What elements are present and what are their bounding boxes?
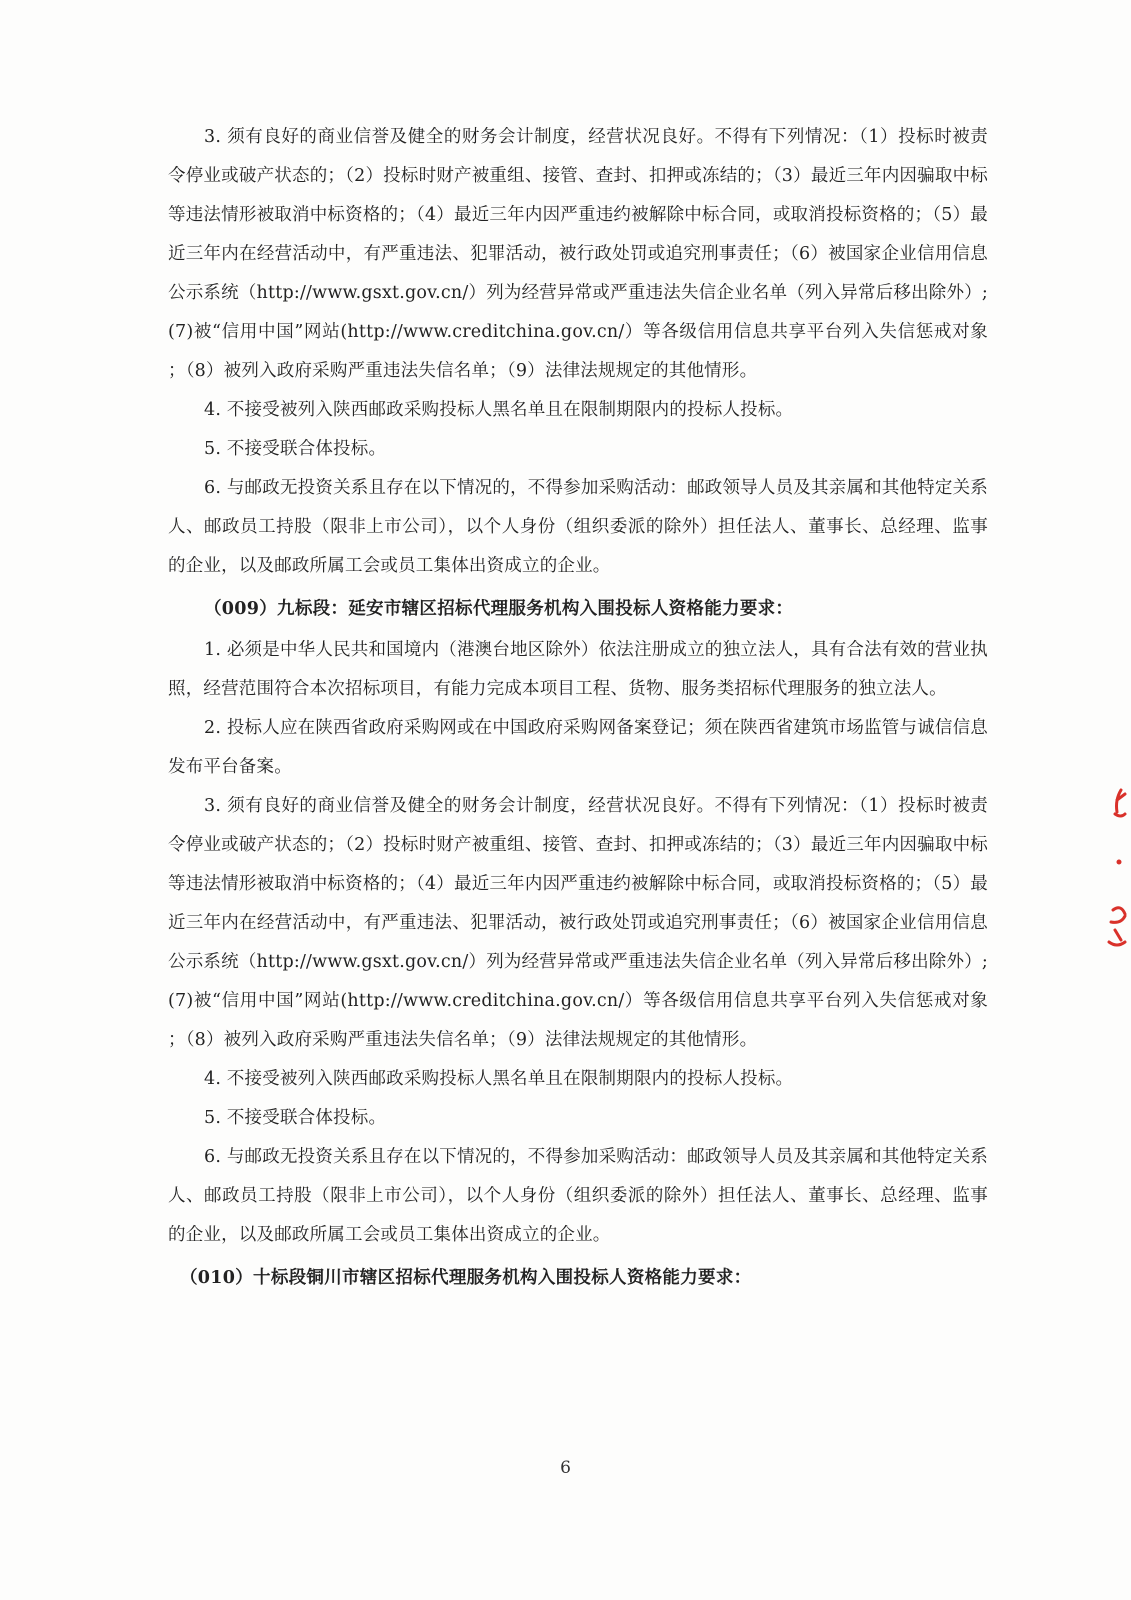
page-number: 6 xyxy=(560,1458,571,1478)
section-heading-lot-009: （009）九标段：延安市辖区招标代理服务机构入围投标人资格能力要求： xyxy=(204,599,794,619)
paragraph-credit-requirements: 3. 须有良好的商业信誉及健全的财务会计制度，经营状况良好。不得有下列情况：（1）投标时被责令停业或破产状态的；（2）投标时财产被重组、接管、查封、扣押或冻结的；（3）最近三年内因骗取中标等违法情形被取消中标资格的；（4）最近三年内因严重违约被解除中标合同，或取消投标资格的；（5）最近三年内在经营活动中，有严重违法、犯罪活动，被行政处罚或追究刑事责任；（6）被国家企业信用信息公示系统（http://www.gsxt.gov.cn/）列为经营异常或严重违法失信企业名单（列入异常后移出除外）;(7)被“信用中国”网站(http://www.creditchina.gov.cn/）等各级信用信息共享平台列入失信惩戒对象 ；（8）被列入政府采购严重违法失信名单；（9）法律法规规定的其他情形。 xyxy=(168,127,988,381)
paragraph-investment-relations: 6. 与邮政无投资关系且存在以下情况的，不得参加采购活动：邮政领导人员及其亲属和其他特定关系人、邮政员工持股（限非上市公司），以个人身份（组织委派的除外）担任法人、董事长、总经理、监事的企业，以及邮政所属工会或员工集体出资成立的企业。 xyxy=(168,478,988,576)
paragraph-registration: 2. 投标人应在陕西省政府采购网或在中国政府采购网备案登记；须在陕西省建筑市场监管与诚信信息发布平台备案。 xyxy=(168,718,988,777)
paragraph-credit-requirements-2: 3. 须有良好的商业信誉及健全的财务会计制度，经营状况良好。不得有下列情况：（1）投标时被责令停业或破产状态的；（2）投标时财产被重组、接管、查封、扣押或冻结的；（3）最近三年内因骗取中标等违法情形被取消中标资格的；（4）最近三年内因严重违约被解除中标合同，或取消投标资格的；（5）最近三年内在经营活动中，有严重违法、犯罪活动，被行政处罚或追究刑事责任；（6）被国家企业信用信息公示系统（http://www.gsxt.gov.cn/）列为经营异常或严重违法失信企业名单（列入异常后移出除外）;(7)被“信用中国”网站(http://www.creditchina.gov.cn/）等各级信用信息共享平台列入失信惩戒对象 ；（8）被列入政府采购严重违法失信名单；（9）法律法规规定的其他情形。 xyxy=(168,796,988,1050)
paragraph-no-consortium-2: 5. 不接受联合体投标。 xyxy=(204,1108,387,1128)
paragraph-blacklist-2: 4. 不接受被列入陕西邮政采购投标人黑名单且在限制期限内的投标人投标。 xyxy=(204,1069,794,1089)
paragraph-investment-relations-2: 6. 与邮政无投资关系且存在以下情况的，不得参加采购活动：邮政领导人员及其亲属和其他特定关系人、邮政员工持股（限非上市公司），以个人身份（组织委派的除外）担任法人、董事长、总经理、监事的企业，以及邮政所属工会或员工集体出资成立的企业。 xyxy=(168,1147,988,1245)
document-body xyxy=(168,118,988,1300)
paragraph-blacklist: 4. 不接受被列入陕西邮政采购投标人黑名单且在限制期限内的投标人投标。 xyxy=(204,400,794,420)
seal-stamp-fragment xyxy=(1091,770,1131,980)
paragraph-legal-entity: 1. 必须是中华人民共和国境内（港澳台地区除外）依法注册成立的独立法人，具有合法有效的营业执照，经营范围符合本次招标项目，有能力完成本项目工程、货物、服务类招标代理服务的独立法人。 xyxy=(168,640,988,699)
paragraph-no-consortium: 5. 不接受联合体投标。 xyxy=(204,439,387,459)
section-heading-lot-010: （010）十标段铜川市辖区招标代理服务机构入围投标人资格能力要求： xyxy=(180,1268,752,1288)
